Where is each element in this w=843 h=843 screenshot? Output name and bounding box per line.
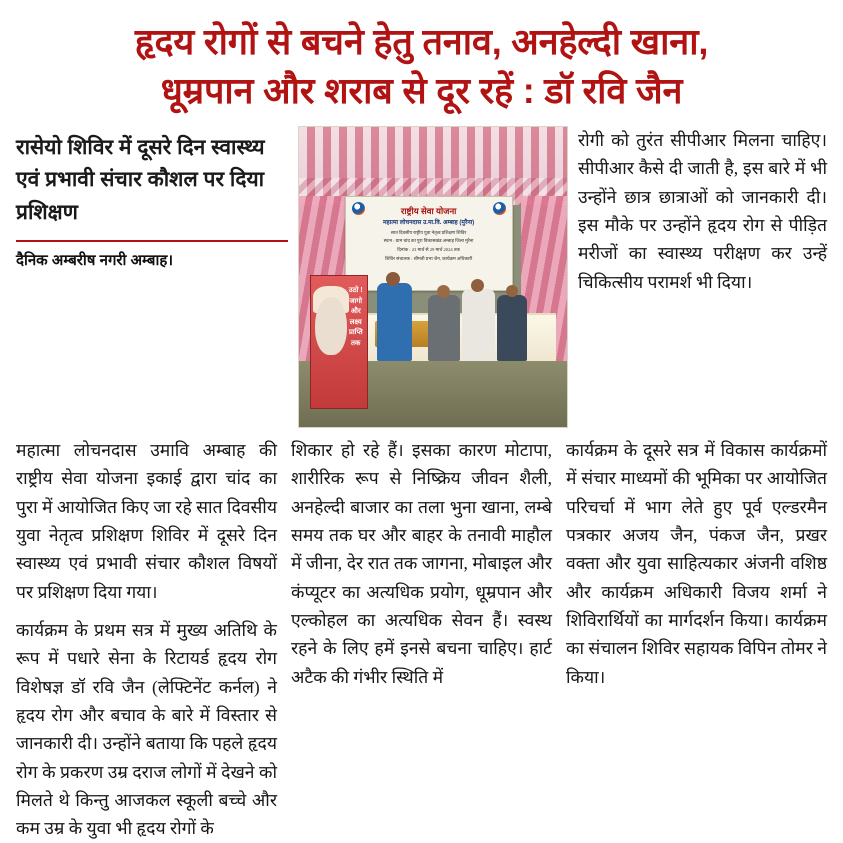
photo-person-4	[497, 295, 526, 361]
banner-line-2: स्थान : ग्राम चांद का पुरा विकासखंड अम्बाह जिला मुरैना	[383, 238, 474, 244]
article-byline: दैनिक अम्बरीष नगरी अम्बाह।	[16, 251, 174, 269]
column-one	[16, 436, 277, 843]
headline-line-2: धूम्रपान और शराब से दूर रहें : डॉ रवि जैन	[160, 69, 683, 111]
banner-title: राष्ट्रीय सेवा योजना	[400, 205, 457, 216]
column-two	[291, 436, 552, 843]
photo-event-banner	[345, 196, 513, 291]
banner-subtitle: महात्मा लोचनदास उ.मा.वि. अम्बाह (मुरैना)	[382, 220, 475, 227]
article-lower-columns	[16, 436, 827, 843]
banner-line-4: शिविर संचालक : श्रीमती प्रभा जैन, कार्यक्रम अधिकारी	[385, 255, 473, 261]
photo-person-3	[462, 289, 494, 361]
subhead-column	[16, 126, 288, 270]
photo-person-2	[428, 295, 460, 361]
standee-portrait	[315, 297, 347, 355]
article-photo	[298, 126, 568, 428]
article-photo-wrapper	[298, 126, 568, 428]
col1-paragraph-2: कार्यक्रम के प्रथम सत्र में मुख्य अतिथि के रूप में पधारे सेना के रिटायर्ड हृदय रोग विशेषज्ञ डॉ रवि जैन (लेफ्टिनेंट कर्नल) ने हृदय रोग और बचाव के बारे में विस्तार से जानकारी दी। उन्होंने बताया कि पहले हृदय रोग के प्रकरण उम्र दराज लोगों में देखने को मिलते थे किन्तु आजकल स्कूली बच्चे और कम उम्र के युवा भी हृदय रोगों के	[16, 619, 277, 839]
nss-logo-left-icon	[352, 202, 365, 215]
article-upper-band	[16, 126, 827, 428]
col3-top-paragraph: रोगी को तुरंत सीपीआर मिलना चाहिए। सीपीआर कैसे दी जाती है, इस बारे में भी उन्होंने छात्र छात्राओं को जानकारी दी। इस मौके पर उन्होंने हृदय रोग से पीड़ित मरीजों का स्वास्थ्य परीक्षण कर उन्हें चिकित्सीय परामर्श भी दिया।	[578, 129, 827, 292]
col2-paragraph-1: शिकार हो रहे हैं। इसका कारण मोटापा, शारीरिक रूप से निष्क्रिय जीवन शैली, अनहेल्दी बाजार का तला भुना खाना, लम्बे समय तक घर और बाहर के तनावी माहौल में जीना, देर रात तक जागना, मोबाइल और कंप्यूटर का अत्यधिक प्रयोग, धूम्रपान और एल्कोहल का अत्यधिक सेवन हैं। स्वस्थ रहने के लिए हमें इनसे बचना चाहिए। हार्ट अटैक की गंभीर स्थिति में	[291, 439, 552, 687]
photo-vivekananda-standee	[310, 275, 368, 409]
headline-line-1: हृदय रोगों से बचने हेतु तनाव, अनहेल्दी खाना,	[134, 21, 709, 62]
photo-person-1	[377, 283, 412, 361]
article-subheadline: रासेयो शिविर में दूसरे दिन स्वास्थ्य एवं प्रभावी संचार कौशल पर दिया प्रशिक्षण	[16, 135, 265, 224]
col3-bottom-paragraph: कार्यक्रम के दूसरे सत्र में विकास कार्यक्रमों में संचार माध्यमों की भूमिका पर आयोजित परिचर्चा में भाग लेते हुए पूर्व एल्डरमैन पत्रकार अजय जैन, पंकज जैन, प्रखर वक्ता और युवा साहित्यकार अंजनी वशिष्ठ और कार्यक्रम अधिकारी विजय शर्मा ने शिविरार्थियों का मार्गदर्शन किया। कार्यक्रम का संचालन शिविर सहायक विपिन तोमर ने किया।	[566, 439, 827, 687]
col1-paragraph-1: महात्मा लोचनदास उमावि अम्बाह की राष्ट्रीय सेवा योजना इकाई द्वारा चांद का पुरा में आयोजित किए जा रहे सात दिवसीय युवा नेतृत्व प्रशिक्षण शिविर में दूसरे दिन स्वास्थ्य एवं प्रभावी संचार कौशल विषयों पर प्रशिक्षण दिया गया।	[16, 439, 277, 602]
standee-slogan: उठो ! जागो और लक्ष्य प्राप्ति तक	[348, 287, 363, 347]
nss-logo-right-icon	[493, 202, 506, 215]
right-column-top-text	[578, 126, 827, 296]
page-headline	[16, 18, 827, 116]
banner-line-3: दिनांक : 23 मार्च से 29 मार्च 2024 तक	[397, 247, 460, 253]
column-three	[566, 436, 827, 843]
divider-rule	[16, 240, 288, 242]
banner-line-1: सात दिवसीय राष्ट्रीय युवा नेतृत्व प्रशिक्षण शिविर	[390, 229, 467, 235]
photo-canopy	[299, 127, 567, 205]
